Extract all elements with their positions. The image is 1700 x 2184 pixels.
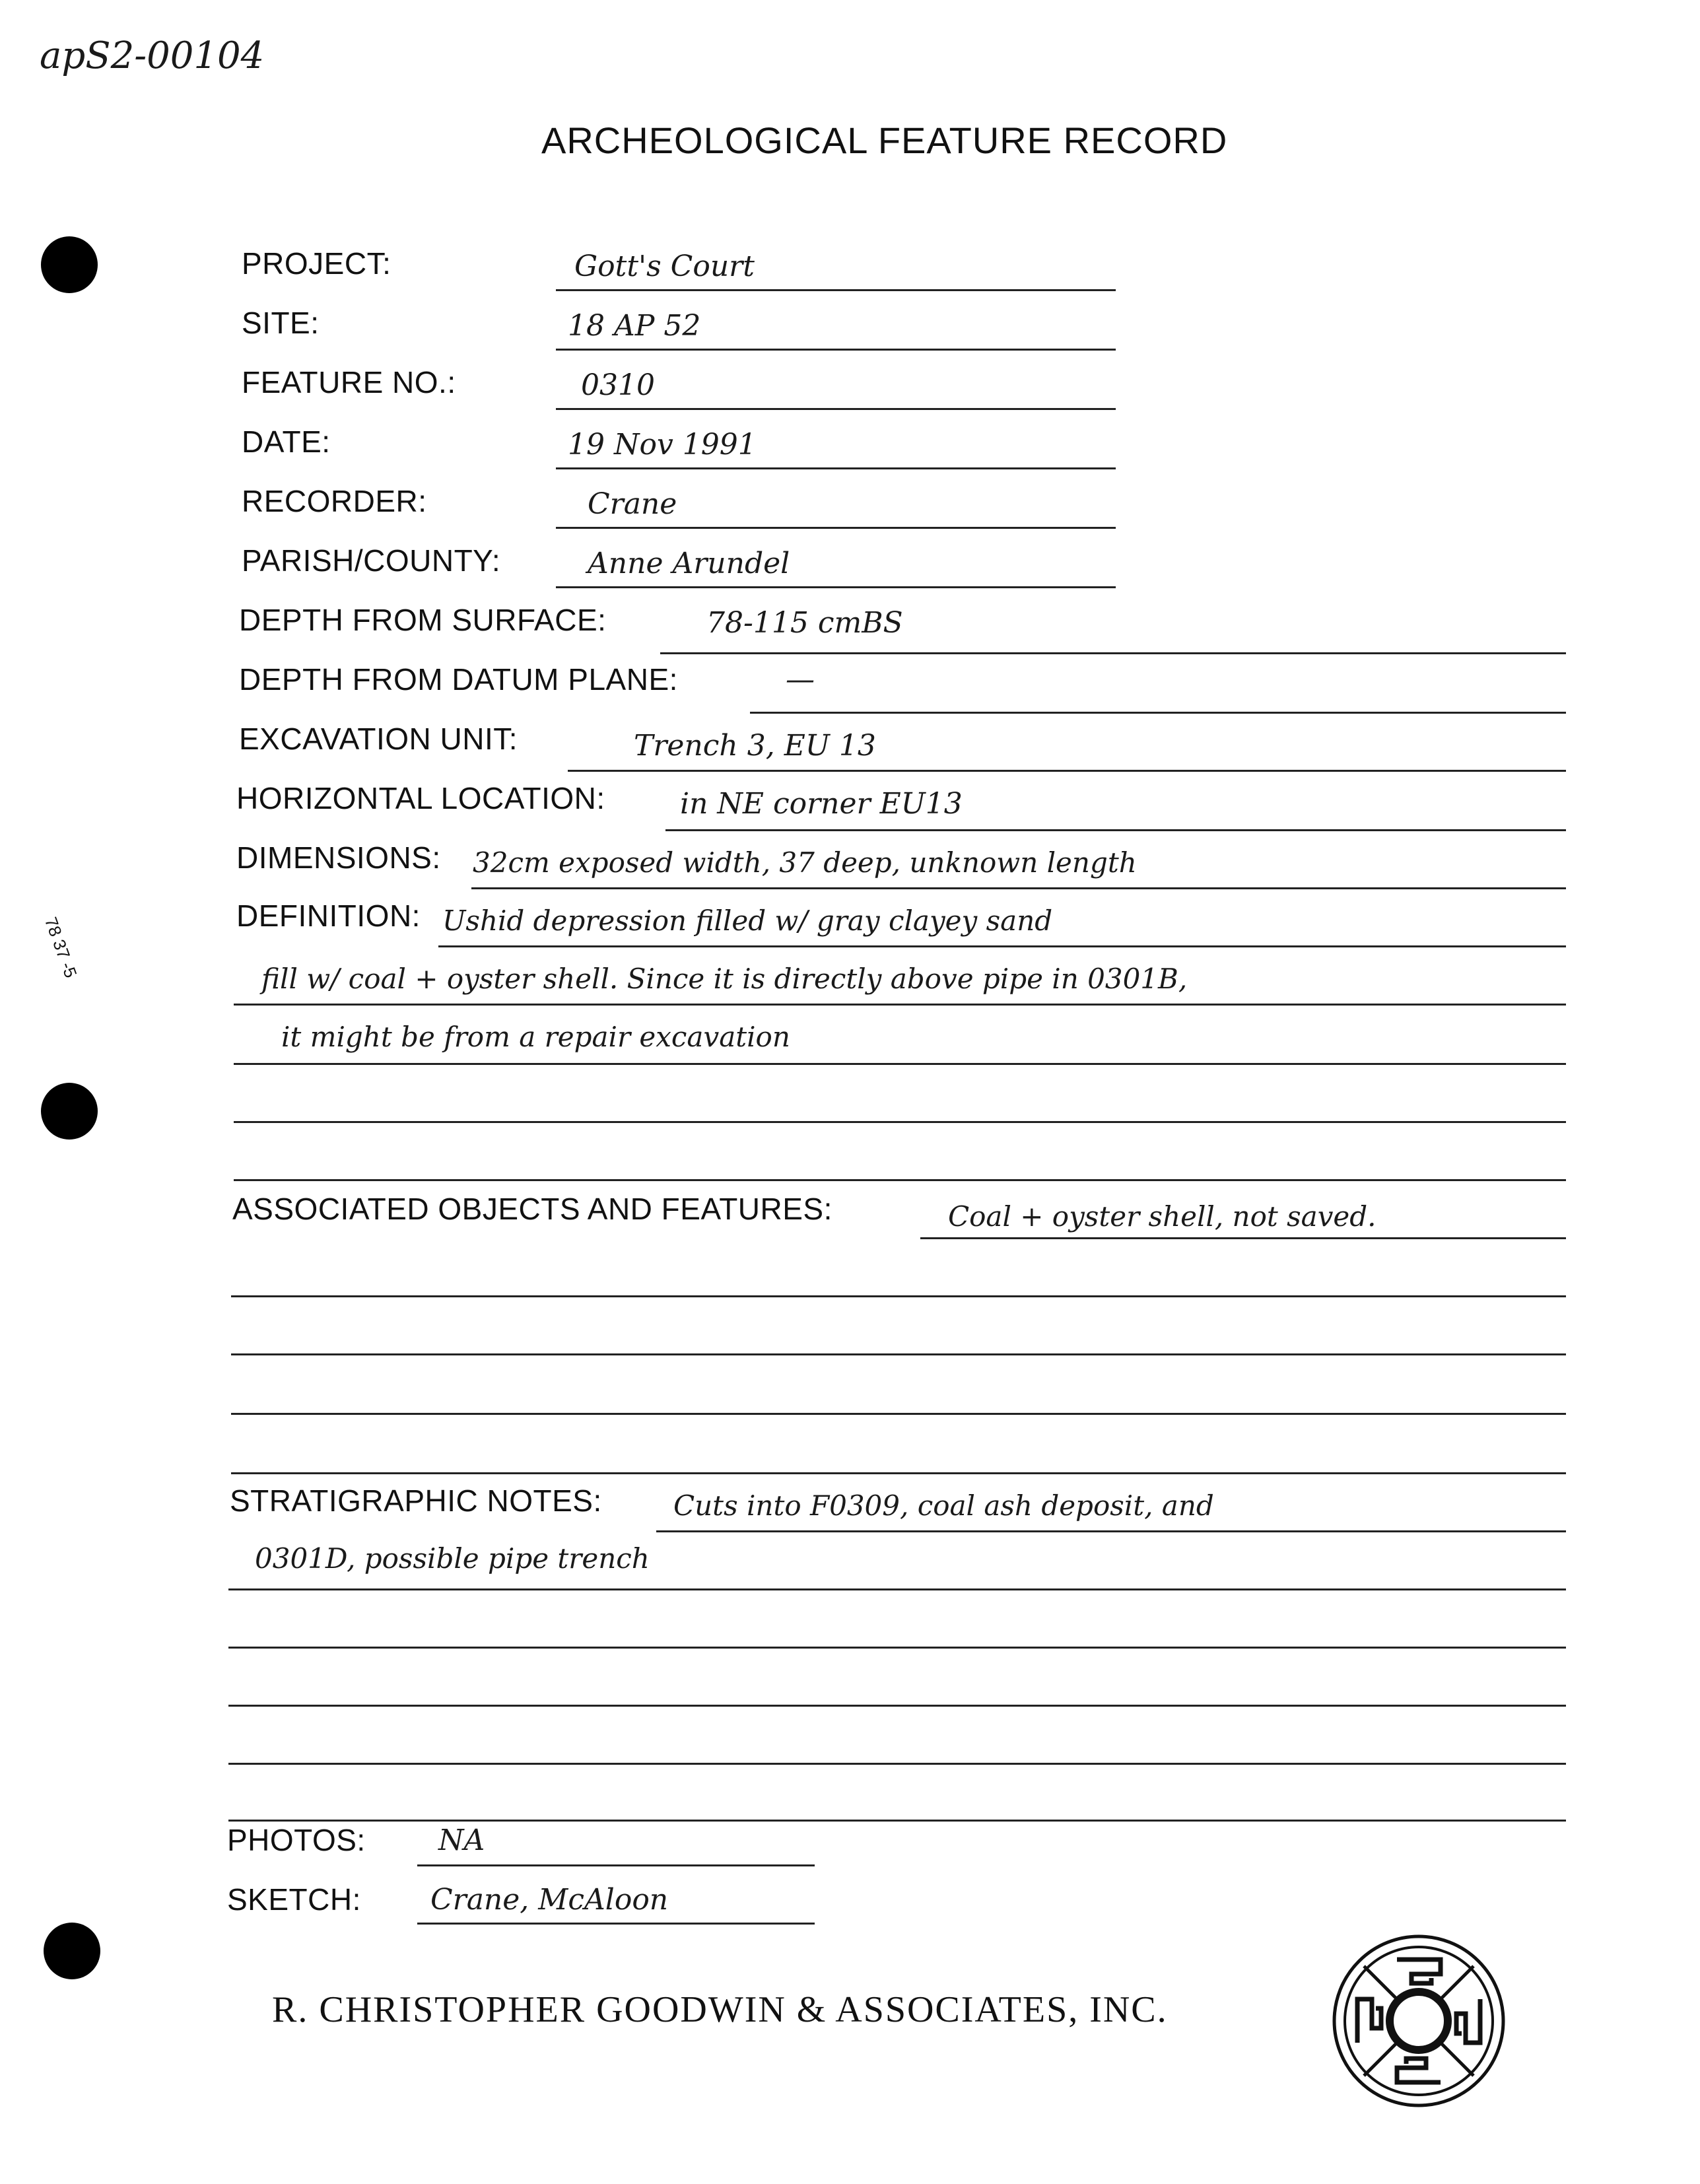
- page-title: ARCHEOLOGICAL FEATURE RECORD: [541, 119, 1228, 161]
- dimensions-value: 32cm exposed width, 37 deep, unknown length: [473, 846, 1137, 879]
- sketch-label: SKETCH:: [227, 1882, 361, 1917]
- stratigraphic-rule-3: [228, 1647, 1566, 1649]
- associated-rule-4: [231, 1413, 1566, 1415]
- associated-rule-5: [231, 1472, 1566, 1474]
- associated-label: ASSOCIATED OBJECTS AND FEATURES:: [232, 1192, 833, 1226]
- date-value: 19 Nov 1991: [568, 428, 757, 461]
- depth-surface-line: [660, 652, 1566, 654]
- definition-rule-5: [234, 1179, 1566, 1181]
- feature-no-line: [556, 408, 1116, 410]
- margin-note: 78 37 -5: [40, 914, 81, 980]
- site-line: [556, 349, 1116, 351]
- binder-hole-middle: [41, 1083, 98, 1140]
- photos-value: NA: [438, 1824, 485, 1857]
- binder-hole-bottom: [44, 1923, 100, 1979]
- parish-county-label: PARISH/COUNTY:: [242, 543, 501, 578]
- definition-rule-4: [234, 1121, 1566, 1123]
- dimensions-label: DIMENSIONS:: [236, 840, 441, 875]
- recorder-label: RECORDER:: [242, 484, 427, 518]
- excavation-unit-label: EXCAVATION UNIT:: [239, 722, 518, 756]
- photos-label: PHOTOS:: [227, 1823, 366, 1857]
- definition-line-2: fill w/ coal + oyster shell. Since it is directly above pipe in 0301B,: [261, 963, 1188, 995]
- associated-rule-2: [231, 1295, 1566, 1297]
- stratigraphic-rule-5: [228, 1763, 1566, 1765]
- binder-hole-top: [41, 236, 98, 293]
- stratigraphic-rule-6: [228, 1820, 1566, 1822]
- feature-no-label: FEATURE NO.:: [242, 365, 456, 399]
- definition-line-1: Ushid depression filled w/ gray clayey sand: [442, 904, 1053, 937]
- date-label: DATE:: [242, 425, 331, 459]
- parish-county-line: [556, 586, 1116, 588]
- recorder-value: Crane: [588, 487, 677, 521]
- horizontal-location-value: in NE corner EU13: [680, 787, 963, 821]
- depth-surface-label: DEPTH FROM SURFACE:: [239, 603, 607, 637]
- sketch-line: [417, 1923, 815, 1925]
- project-label: PROJECT:: [242, 246, 391, 281]
- stratigraphic-line-2: 0301D, possible pipe trench: [255, 1542, 650, 1575]
- associated-value: Coal + oyster shell, not saved.: [948, 1200, 1377, 1233]
- site-value: 18 AP 52: [568, 309, 701, 343]
- depth-datum-value: —: [786, 663, 815, 697]
- parish-county-value: Anne Arundel: [588, 547, 790, 580]
- associated-rule-1: [920, 1237, 1566, 1239]
- definition-line-3: it might be from a repair excavation: [281, 1021, 790, 1053]
- stratigraphic-label: STRATIGRAPHIC NOTES:: [230, 1484, 602, 1518]
- company-seal-icon: [1331, 1933, 1507, 2109]
- stratigraphic-rule-1: [656, 1530, 1566, 1532]
- depth-datum-line: [750, 712, 1566, 714]
- definition-rule-1: [438, 945, 1566, 947]
- definition-rule-3: [234, 1063, 1566, 1065]
- document-id: apS2-00104: [40, 34, 265, 77]
- stratigraphic-rule-2: [228, 1588, 1566, 1590]
- definition-label: DEFINITION:: [236, 899, 421, 933]
- site-label: SITE:: [242, 306, 320, 340]
- recorder-line: [556, 527, 1116, 529]
- depth-surface-value: 78-115 cmBS: [706, 606, 903, 640]
- horizontal-location-line: [665, 829, 1566, 831]
- sketch-value: Crane, McAloon: [430, 1883, 669, 1917]
- project-value: Gott's Court: [574, 250, 755, 283]
- definition-rule-2: [234, 1004, 1566, 1006]
- excavation-unit-line: [568, 770, 1566, 772]
- depth-datum-label: DEPTH FROM DATUM PLANE:: [239, 662, 678, 697]
- stratigraphic-line-1: Cuts into F0309, coal ash deposit, and: [673, 1489, 1214, 1522]
- date-line: [556, 467, 1116, 469]
- company-name: R. CHRISTOPHER GOODWIN & ASSOCIATES, INC.: [272, 1989, 1168, 2030]
- horizontal-location-label: HORIZONTAL LOCATION:: [236, 781, 605, 815]
- associated-rule-3: [231, 1353, 1566, 1355]
- photos-line: [417, 1864, 815, 1866]
- excavation-unit-value: Trench 3, EU 13: [634, 729, 876, 763]
- dimensions-line: [471, 887, 1566, 889]
- project-line: [556, 289, 1116, 291]
- stratigraphic-rule-4: [228, 1705, 1566, 1707]
- feature-no-value: 0310: [581, 368, 655, 402]
